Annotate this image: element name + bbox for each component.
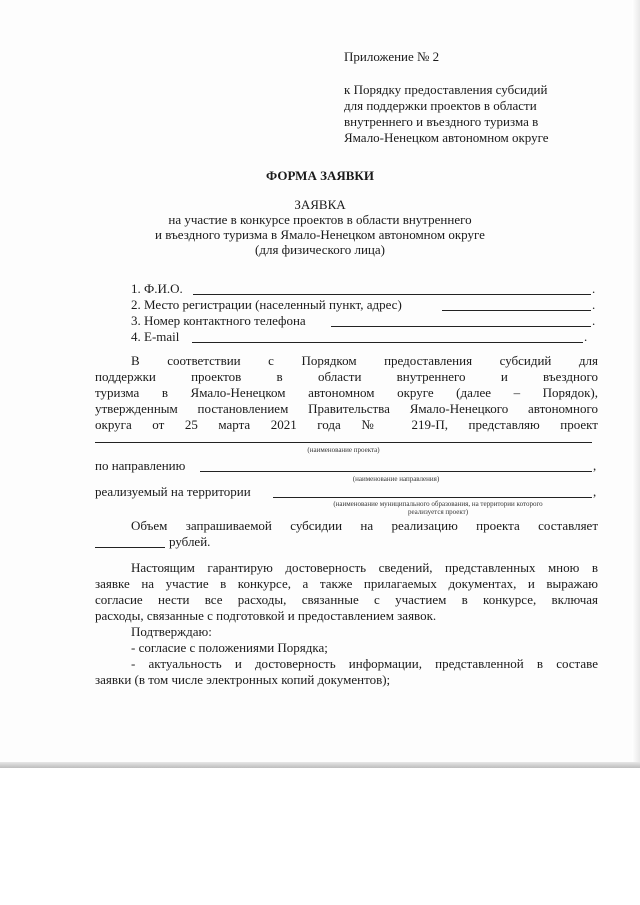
paragraph-line: поддержки проектов в области внутреннего и въездного bbox=[95, 369, 598, 384]
field-line-phone[interactable] bbox=[331, 326, 591, 327]
field-line-registration[interactable] bbox=[442, 310, 591, 311]
application-subtitle: и въездного туризма в Ямало-Ненецком автономном округе bbox=[155, 227, 485, 242]
field-line-email[interactable] bbox=[192, 342, 583, 343]
scan-bottom-edge bbox=[0, 762, 640, 768]
field-end: . bbox=[592, 313, 596, 328]
direction-end: , bbox=[593, 458, 597, 473]
guarantee-line: согласие нести все расходы, связанные с участием в конкурсе, включая bbox=[95, 592, 598, 607]
page-edge bbox=[632, 0, 640, 766]
appendix-line: для поддержки проектов в области bbox=[344, 98, 537, 113]
subsidy-line: Объем запрашиваемой субсидии на реализацию проекта составляет bbox=[131, 518, 598, 533]
confirm-item: - согласие с положениями Порядка; bbox=[131, 640, 328, 655]
appendix-title: Приложение № 2 bbox=[344, 49, 440, 64]
direction-line[interactable] bbox=[200, 471, 592, 472]
paragraph-line: утвержденным постановлением Правительства Ямало-Ненецкого автономного bbox=[95, 401, 598, 416]
territory-caption: (наименование муниципального образования, на территории которого bbox=[333, 500, 543, 508]
field-label-phone: 3. Номер контактного телефона bbox=[131, 313, 306, 328]
guarantee-line: Настоящим гарантирую достоверность сведений, представленных мною в bbox=[131, 560, 598, 575]
application-subtitle: на участие в конкурсе проектов в области внутреннего bbox=[168, 212, 472, 227]
appendix-line: Ямало-Ненецком автономном округе bbox=[344, 130, 549, 145]
territory-end: , bbox=[593, 484, 597, 499]
confirm-title: Подтверждаю: bbox=[131, 624, 212, 639]
paragraph-line: туризма в Ямало-Ненецком автономном округе (далее – Порядок), bbox=[95, 385, 598, 400]
confirm-item: - актуальность и достоверность информации, представленной в составе bbox=[131, 656, 598, 671]
project-name-line[interactable] bbox=[95, 442, 592, 443]
territory-label: реализуемый на территории bbox=[95, 484, 251, 499]
field-line-fio[interactable] bbox=[193, 294, 591, 295]
subsidy-amount-line[interactable] bbox=[95, 547, 165, 548]
field-end: . bbox=[592, 297, 596, 312]
project-name-caption: (наименование проекта) bbox=[307, 446, 380, 454]
direction-caption: (наименование направления) bbox=[352, 475, 440, 483]
field-end: . bbox=[592, 281, 596, 296]
territory-caption: реализуется проект) bbox=[407, 508, 469, 516]
guarantee-line: расходы, связанные с подготовкой и предоставлением заявок. bbox=[95, 608, 437, 623]
form-title: ФОРМА ЗАЯВКИ bbox=[266, 168, 374, 183]
confirm-item: заявки (в том числе электронных копий документов); bbox=[95, 672, 391, 687]
direction-label: по направлению bbox=[95, 458, 186, 473]
field-label-fio: 1. Ф.И.О. bbox=[131, 281, 183, 296]
field-end: . bbox=[584, 329, 588, 344]
guarantee-line: заявке на участие в конкурсе, а также прилагаемых документах, и выражаю bbox=[95, 576, 598, 591]
field-label-registration: 2. Место регистрации (населенный пункт, адрес) bbox=[131, 297, 402, 312]
application-subtitle: (для физического лица) bbox=[255, 242, 385, 257]
territory-line[interactable] bbox=[273, 497, 592, 498]
appendix-line: к Порядку предоставления субсидий bbox=[344, 82, 548, 97]
appendix-line: внутреннего и въездного туризма в bbox=[344, 114, 539, 129]
paragraph-line: округа от 25 марта 2021 года № 219-П, представляю проект bbox=[95, 417, 598, 432]
subsidy-currency: рублей. bbox=[169, 534, 211, 549]
paragraph-line: В соответствии с Порядком предоставления субсидий для bbox=[131, 353, 598, 368]
field-label-email: 4. E-mail bbox=[131, 329, 180, 344]
application-title: ЗАЯВКА bbox=[294, 197, 346, 212]
